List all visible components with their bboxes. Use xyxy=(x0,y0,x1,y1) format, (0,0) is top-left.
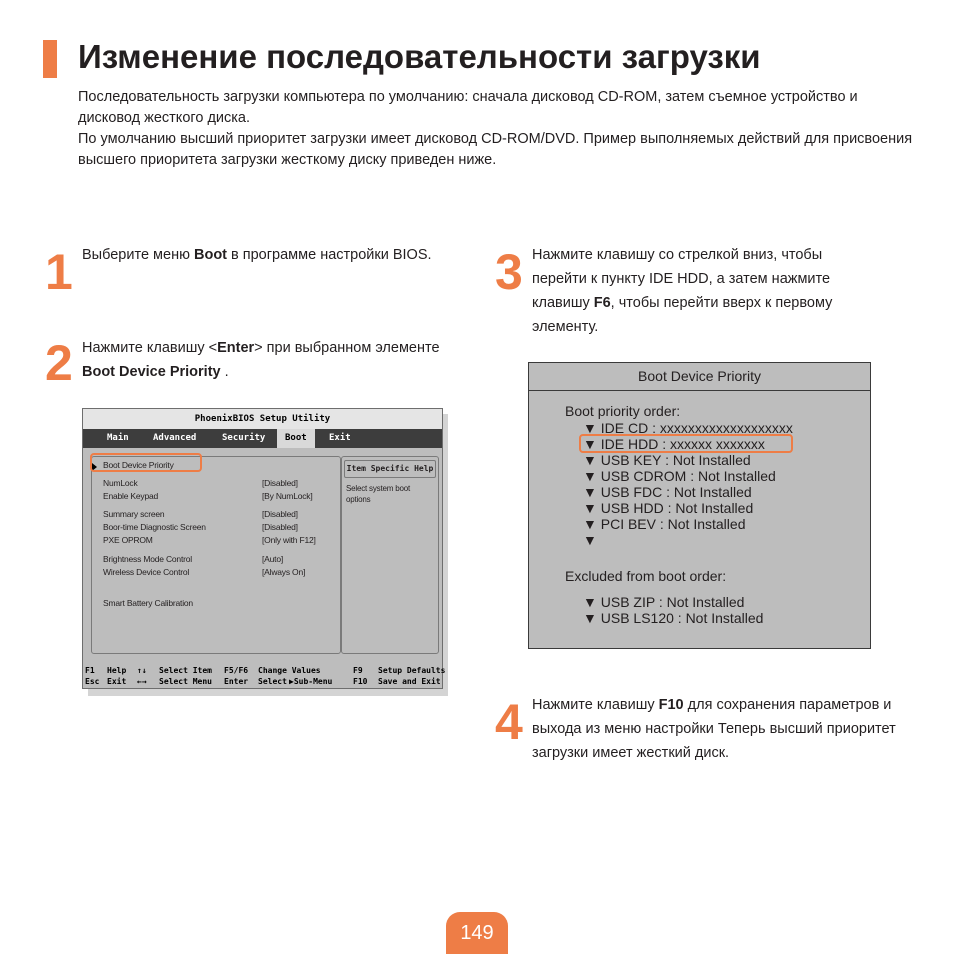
bios-foot-select-menu: Select Menu xyxy=(159,677,212,686)
bios-foot-f10: F10 xyxy=(353,677,368,686)
bios-row-pxe-oprom[interactable]: PXE OPROM xyxy=(103,535,153,545)
bios-foot-select: Select xyxy=(258,677,287,686)
bios-foot-f5f6: F5/F6 xyxy=(224,666,249,675)
bios-row-boot-device-priority[interactable]: Boot Device Priority xyxy=(103,460,174,470)
page-title: Изменение последовательности загрузки xyxy=(78,38,761,75)
intro-text xyxy=(78,87,918,171)
bios-menu-boot[interactable]: Boot xyxy=(277,429,315,448)
page-number: 149 xyxy=(446,912,508,954)
step-4-key: F10 xyxy=(658,697,684,713)
bios-row-summary-screen[interactable]: Summary screen xyxy=(103,509,165,519)
bios-value-pxe-oprom[interactable]: [Only with F12] xyxy=(262,535,316,545)
bios-menu-exit[interactable]: Exit xyxy=(329,433,351,443)
step-4-pre: Нажмите клавишу xyxy=(532,697,659,713)
bios-value-wireless-device[interactable]: [Always On] xyxy=(262,567,306,577)
step-2-post: . xyxy=(220,364,229,380)
step-2-text xyxy=(82,336,442,384)
excluded-item-2[interactable]: ▼ USB LS120 : Not Installed xyxy=(583,610,764,626)
bios-row-numlock[interactable]: NumLock xyxy=(103,478,138,488)
step-2-key: Enter xyxy=(217,340,255,356)
step-2-mid: > при выбранном элементе xyxy=(254,340,440,356)
title-accent-bar xyxy=(43,40,57,78)
excluded-item-1[interactable]: ▼ USB ZIP : Not Installed xyxy=(583,594,745,610)
boot-order-item-8[interactable]: ▼ xyxy=(583,532,597,548)
bios-title: PhoenixBIOS Setup Utility xyxy=(83,409,442,429)
bios-foot-esc: Esc xyxy=(85,677,100,686)
bios-value-numlock[interactable]: [Disabled] xyxy=(262,478,298,488)
step-2-key2: Boot Device Priority xyxy=(82,364,221,380)
excluded-label: Excluded from boot order: xyxy=(565,568,727,584)
step-3-pre: Нажмите клавишу со стрелкой вниз, чтобы перейти к пункту IDE HDD, а затем нажмите клавишу xyxy=(532,247,831,311)
bios-value-enable-keypad[interactable]: [By NumLock] xyxy=(262,491,313,501)
step-4-post: для сохранения параметров и выхода из меню настройки Теперь высший приоритет загрузки имеет жесткий диск. xyxy=(532,697,896,761)
bios-value-summary-screen[interactable]: [Disabled] xyxy=(262,509,298,519)
bios-foot-select-item: Select Item xyxy=(159,666,212,675)
bios-row-smart-battery[interactable]: Smart Battery Calibration xyxy=(103,598,193,608)
step-4-number: 4 xyxy=(495,694,523,750)
bios-foot-submenu: ▶Sub-Menu xyxy=(289,677,333,686)
step-3-key: F6 xyxy=(593,295,611,311)
bios-foot-f9: F9 xyxy=(353,666,363,675)
boot-order-item-3[interactable]: ▼ USB KEY : Not Installed xyxy=(583,452,751,468)
bios-help-text: Select system boot options xyxy=(346,484,410,504)
bios-foot-f1: F1 xyxy=(85,666,95,675)
bios-menu-main[interactable]: Main xyxy=(107,433,129,443)
bios-menubar xyxy=(83,429,442,448)
boot-order-item-1[interactable]: ▼ IDE CD : xxxxxxxxxxxxxxxxxxx xyxy=(583,420,793,436)
boot-order-item-7[interactable]: ▼ PCI BEV : Not Installed xyxy=(583,516,746,532)
intro-paragraph-1: Последовательность загрузки компьютера по умолчанию: сначала дисковод CD-ROM, затем съемное устройство и дисковод жесткого диска. xyxy=(78,89,858,126)
step-3-text xyxy=(532,243,877,339)
bios-menu-security[interactable]: Security xyxy=(222,433,266,443)
boot-priority-title: Boot Device Priority xyxy=(529,363,870,391)
bios-footer xyxy=(83,663,446,689)
step-2-number: 2 xyxy=(45,335,73,391)
bios-value-diagnostic-screen[interactable]: [Disabled] xyxy=(262,522,298,532)
boot-order-item-6[interactable]: ▼ USB HDD : Not Installed xyxy=(583,500,754,516)
step-1-key: Boot xyxy=(193,247,227,263)
boot-order-item-5[interactable]: ▼ USB FDC : Not Installed xyxy=(583,484,752,500)
step-4-text xyxy=(532,693,912,765)
boot-order-item-2[interactable]: ▼ IDE HDD : xxxxxx xxxxxxx xyxy=(583,436,765,452)
bios-help-panel xyxy=(341,456,439,654)
step-1-pre: Выберите меню xyxy=(82,247,194,263)
boot-priority-order-label: Boot priority order: xyxy=(565,403,681,419)
bios-foot-leftright: ←→ xyxy=(137,677,147,686)
bios-foot-change-values: Change Values xyxy=(258,666,321,675)
step-1-number: 1 xyxy=(45,244,73,300)
highlight-ide-hdd xyxy=(579,434,793,453)
step-1-text xyxy=(82,243,442,267)
bios-foot-setup-defaults: Setup Defaults xyxy=(378,666,446,675)
step-3-post: , чтобы перейти вверх к первому элементу. xyxy=(532,295,833,335)
bios-row-wireless-device[interactable]: Wireless Device Control xyxy=(103,567,190,577)
bios-foot-enter: Enter xyxy=(224,677,249,686)
step-3-number: 3 xyxy=(495,244,523,300)
bios-screen xyxy=(82,408,446,689)
bios-row-diagnostic-screen[interactable]: Boor-time Diagnostic Screen xyxy=(103,522,206,532)
bios-foot-save-exit: Save and Exit xyxy=(378,677,441,686)
bios-row-enable-keypad[interactable]: Enable Keypad xyxy=(103,491,159,501)
highlight-boot-device-priority xyxy=(90,453,202,472)
boot-priority-panel xyxy=(528,362,871,649)
intro-paragraph-2: По умолчанию высший приоритет загрузки имеет дисковод CD-ROM/DVD. Пример выполняемых действий для присвоения высшего приоритета загрузки жесткому диску приведен ниже. xyxy=(78,131,913,168)
bios-help-title: Item Specific Help xyxy=(344,460,436,478)
boot-order-item-4[interactable]: ▼ USB CDROM : Not Installed xyxy=(583,468,776,484)
bios-menu-advanced[interactable]: Advanced xyxy=(153,433,197,443)
bios-value-brightness-mode[interactable]: [Auto] xyxy=(262,554,284,564)
step-2-pre: Нажмите клавишу < xyxy=(82,340,218,356)
bios-foot-exit: Exit xyxy=(107,677,127,686)
bios-foot-updown: ↑↓ xyxy=(137,666,147,675)
bios-foot-help: Help xyxy=(107,666,127,675)
step-1-post: в программе настройки BIOS. xyxy=(227,247,432,263)
bios-row-brightness-mode[interactable]: Brightness Mode Control xyxy=(103,554,192,564)
